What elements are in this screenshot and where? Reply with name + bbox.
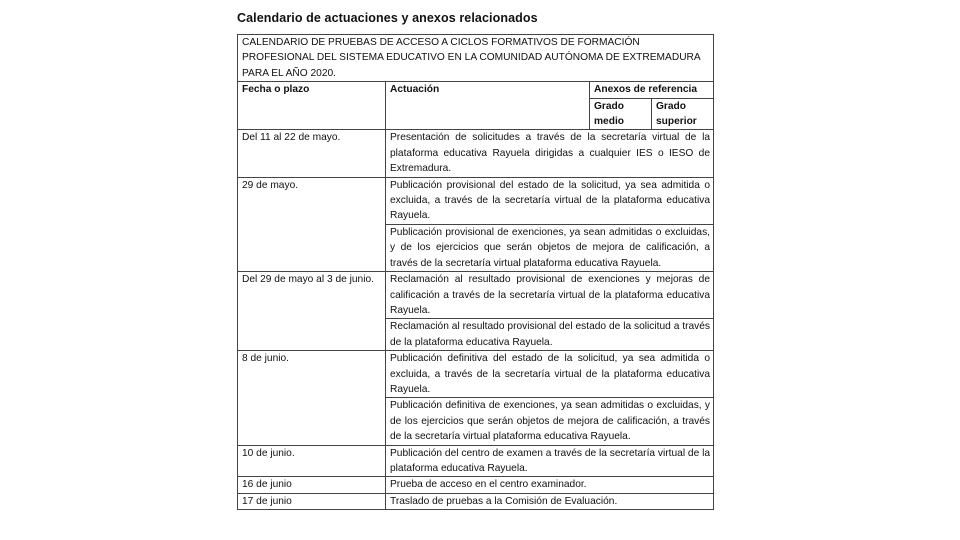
table-row [238,177,714,224]
header-grado-superior: Grado superior [652,98,714,130]
row-fecha: Del 29 de mayo al 3 de junio. [238,272,386,351]
row-actuacion: Publicación definitiva de exenciones, ya sean admitidas o excluidas, y de los ejercicios que serán objetos de mejora de calificación, a través de la secretaría virtual plataforma educativa Rayuela. [386,398,714,445]
row-fecha: 10 de junio. [238,445,386,477]
row-fecha: 29 de mayo. [238,177,386,271]
section-heading: Calendario de actuaciones y anexos relacionados [237,11,538,25]
table-row [238,477,714,493]
table-row [238,445,714,477]
row-fecha: 16 de junio [238,477,386,493]
calendar-table [237,34,714,510]
header-anexos: Anexos de referencia [590,82,714,98]
row-actuacion: Publicación provisional del estado de la solicitud, ya sea admitida o excluida, a través de la secretaría virtual de la plataforma educativa Rayuela. [386,177,714,224]
row-actuacion: Publicación del centro de examen a través de la secretaría virtual de la plataforma educativa Rayuela. [386,445,714,477]
row-actuacion: Publicación definitiva del estado de la solicitud, ya sea admitida o excluida, a través de la secretaría virtual de la plataforma educativa Rayuela. [386,351,714,398]
row-fecha: 8 de junio. [238,351,386,445]
table-caption-row [238,35,714,82]
table-header-row [238,82,714,98]
row-actuacion: Prueba de acceso en el centro examinador. [386,477,714,493]
row-actuacion: Publicación provisional de exenciones, ya sean admitidas o excluidas, y de los ejercicios que serán objetos de mejora de calificación, a través de la secretaría virtual plataforma educativa Rayuela. [386,224,714,271]
table-row [238,493,714,509]
row-actuacion: Traslado de pruebas a la Comisión de Evaluación. [386,493,714,509]
table-caption: CALENDARIO DE PRUEBAS DE ACCESO A CICLOS FORMATIVOS DE FORMACIÓN PROFESIONAL DEL SISTEMA EDUCATIVO EN LA COMUNIDAD AUTÓNOMA DE EXTREMADURA PARA EL AÑO 2020. [238,35,714,82]
row-actuacion: Reclamación al resultado provisional de exenciones y mejoras de calificación a través de la secretaría virtual de la plataforma educativa Rayuela. [386,272,714,319]
header-actuacion: Actuación [386,82,590,130]
row-actuacion: Presentación de solicitudes a través de la secretaría virtual de la plataforma educativa Rayuela dirigidas a cualquier IES o IESO de Extremadura. [386,130,714,177]
table-row [238,130,714,177]
table-row [238,272,714,319]
row-fecha: 17 de junio [238,493,386,509]
table-row [238,351,714,398]
header-grado-medio: Grado medio [590,98,652,130]
row-fecha: Del 11 al 22 de mayo. [238,130,386,177]
row-actuacion: Reclamación al resultado provisional del estado de la solicitud a través de la plataforma educativa Rayuela. [386,319,714,351]
document-page [237,8,715,510]
header-fecha: Fecha o plazo [238,82,386,130]
